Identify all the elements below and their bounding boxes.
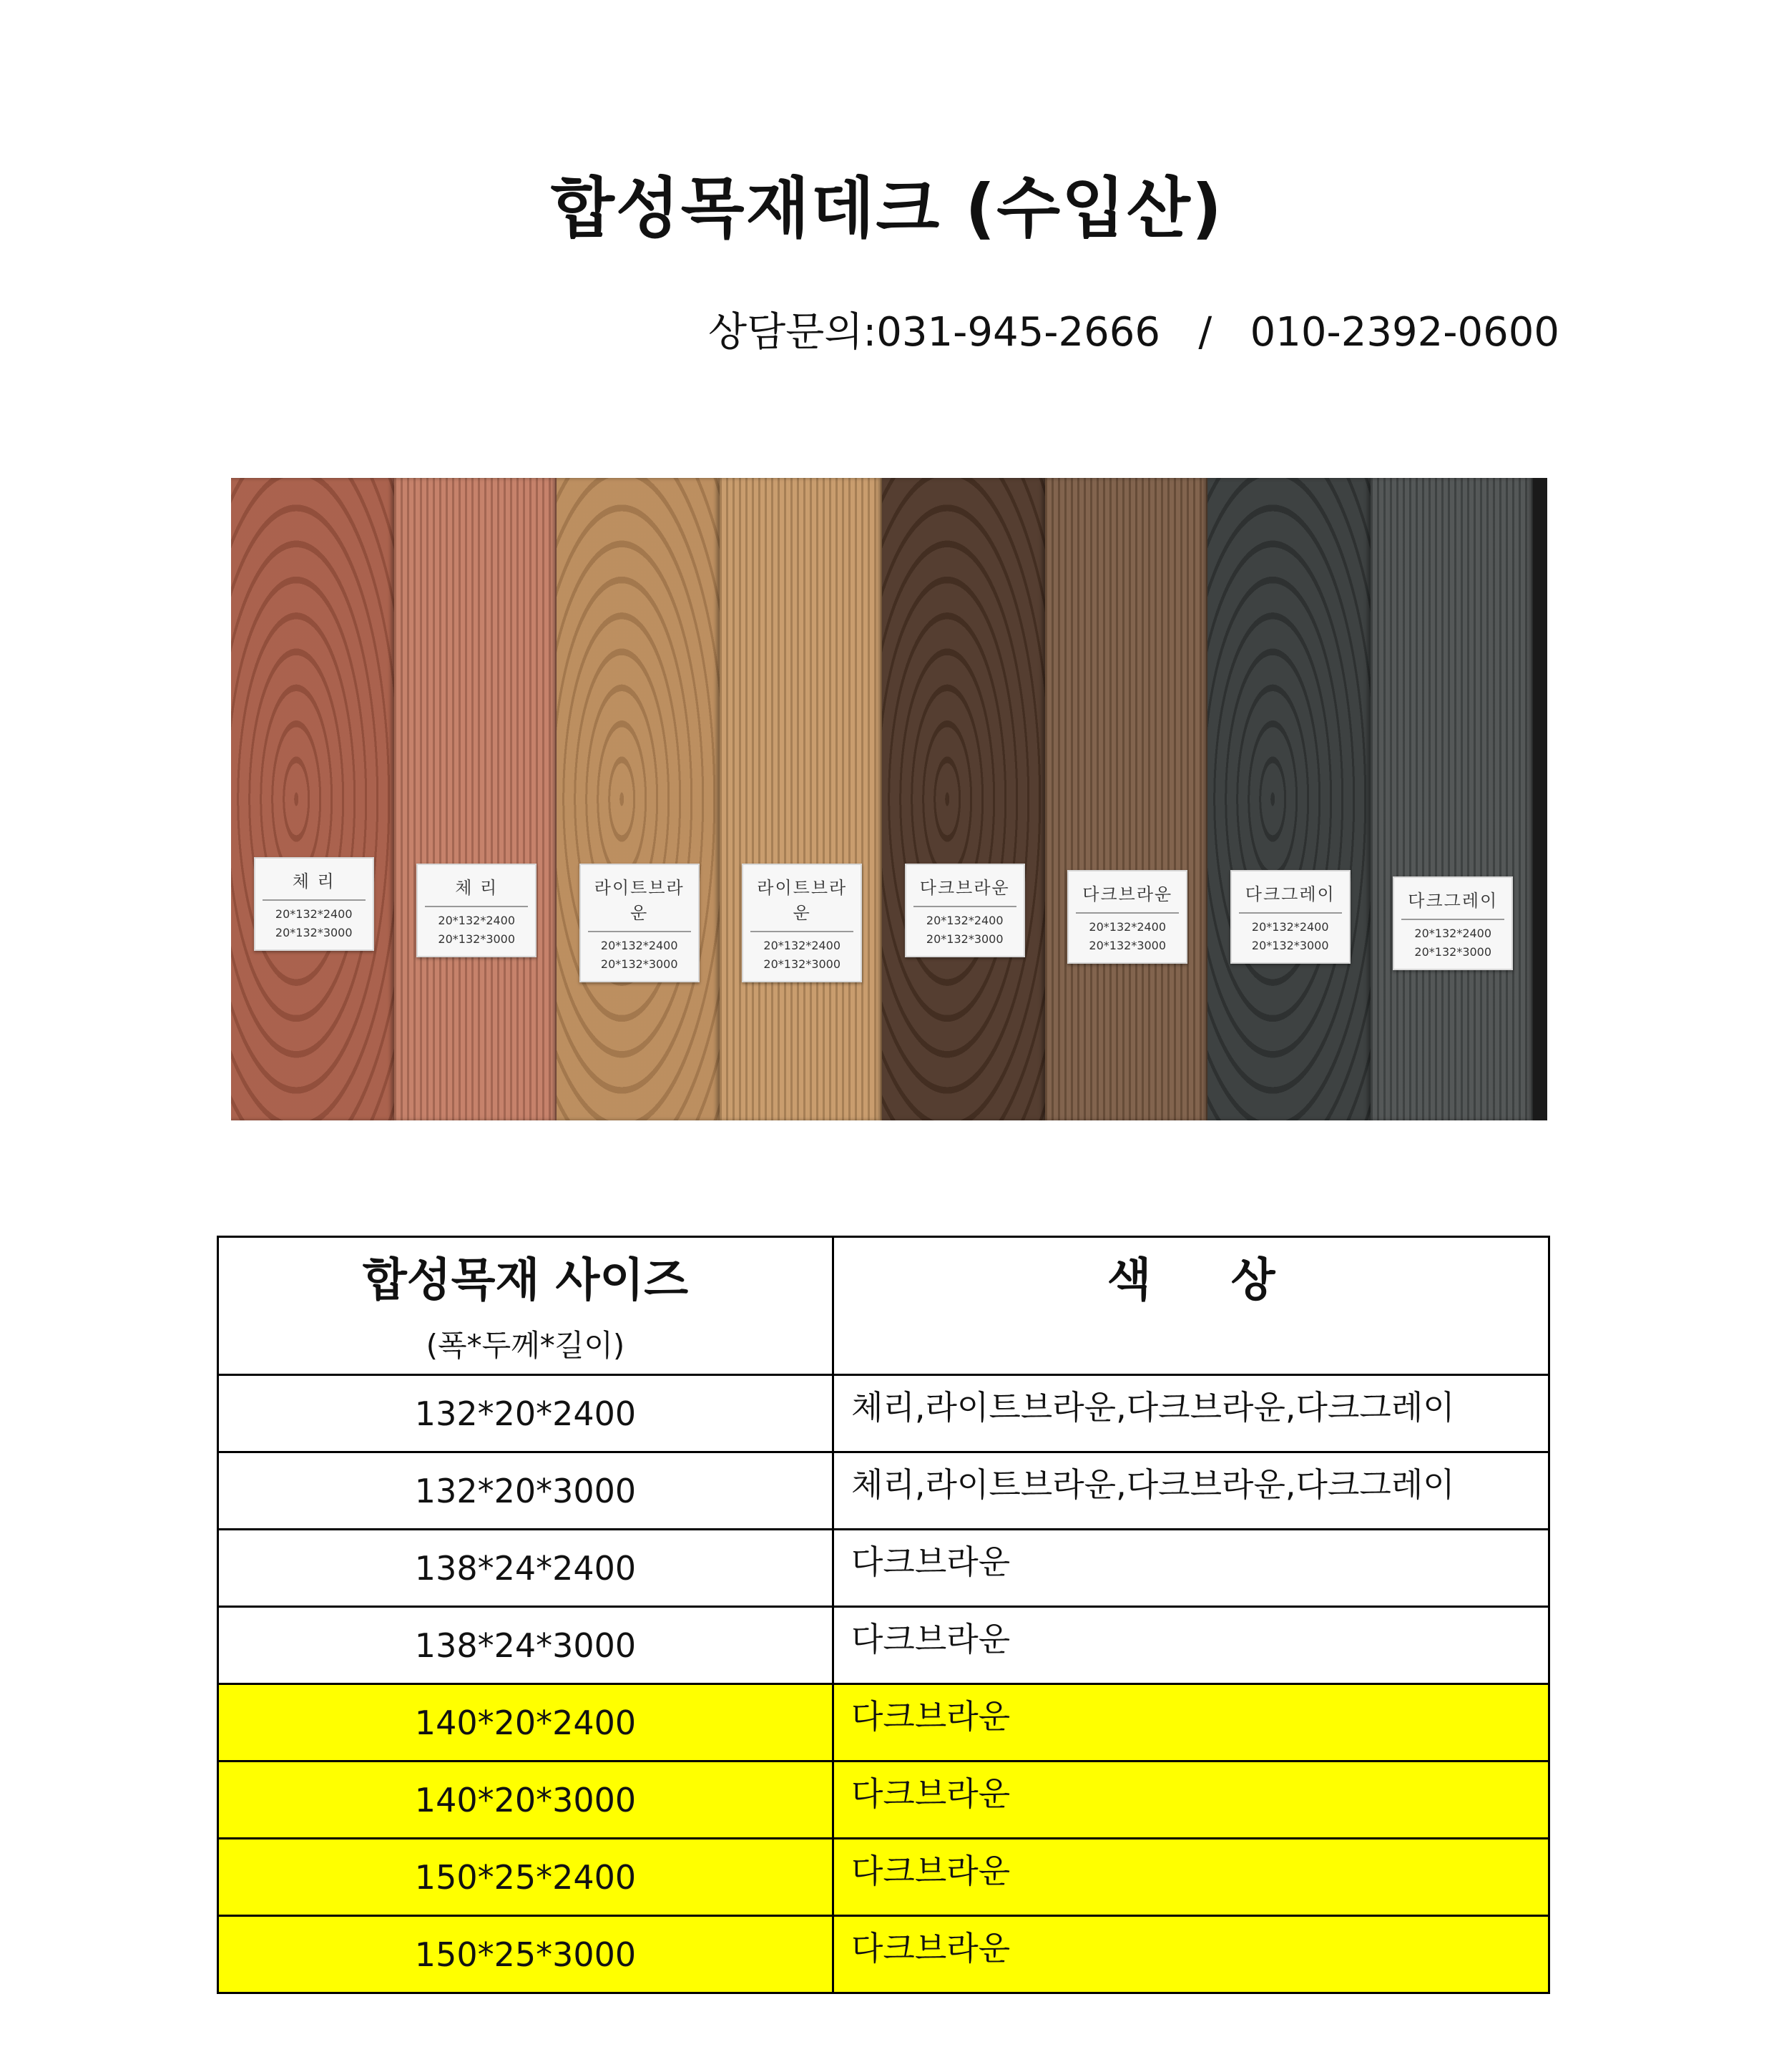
size-cell: 150*25*3000: [218, 1916, 833, 1993]
size-color-table: [217, 1236, 1550, 1994]
color-cell: 체리,라이트브라운,다크브라운,다크그레이: [833, 1375, 1549, 1452]
plank-label-tag: [579, 864, 700, 982]
contact-info: 상담문의:031-945-2666 / 010-2392-0600: [708, 309, 1559, 356]
size-header-title: 합성목재 사이즈: [362, 1254, 689, 1307]
color-cell: 다크브라운: [833, 1684, 1549, 1761]
plank-tag-size: 20*132*2400: [926, 913, 1004, 927]
table-row: [218, 1684, 1549, 1761]
table-row: [218, 1607, 1549, 1684]
plank-label-tag: [1230, 870, 1351, 964]
plank-tag-sizes: [418, 907, 535, 956]
plank-tag-name: 다크브라운: [913, 865, 1016, 907]
size-cell: 138*24*3000: [218, 1607, 833, 1684]
color-header-title: 색 상: [1107, 1254, 1275, 1307]
plank-label-tag: [416, 864, 536, 957]
plank-tag-size: 20*132*2400: [1414, 926, 1492, 940]
color-cell: 다크브라운: [833, 1839, 1549, 1916]
table-header-row: [218, 1237, 1549, 1375]
table-body: [218, 1375, 1549, 1993]
deck-plank-7: [1207, 478, 1371, 1120]
plank-tag-sizes: [743, 932, 861, 981]
plank-tag-size: 20*132*2400: [600, 938, 678, 952]
size-cell: 132*20*3000: [218, 1452, 833, 1530]
plank-tag-name: 체 리: [425, 865, 528, 907]
plank-label-tag: [742, 864, 862, 982]
plank-tag-size: 20*132*2400: [763, 938, 841, 952]
plank-label-tag: [1067, 870, 1187, 964]
plank-tag-size: 20*132*2400: [1251, 919, 1329, 934]
plank-tag-name: 다크그레이: [1239, 871, 1342, 914]
plank-tag-size: 20*132*3000: [438, 932, 516, 946]
plank-tag-size: 20*132*3000: [1251, 938, 1329, 952]
deck-plank-5: [882, 478, 1045, 1120]
plank-tag-name: 다크브라운: [1076, 871, 1179, 914]
size-cell: 140*20*2400: [218, 1684, 833, 1761]
plank-tag-name: 다크그레이: [1401, 878, 1504, 920]
table-row: [218, 1839, 1549, 1916]
plank-tag-size: 20*132*3000: [926, 932, 1004, 946]
plank-tag-size: 20*132*3000: [1414, 944, 1492, 959]
plank-tag-size: 20*132*3000: [275, 925, 353, 939]
size-header-cell: [218, 1237, 833, 1375]
table-row: [218, 1761, 1549, 1839]
plank-label-tag: [1393, 876, 1513, 970]
page-title: 합성목재데크 (수입산): [551, 170, 1223, 247]
color-cell: 다크브라운: [833, 1607, 1549, 1684]
color-cell: 다크브라운: [833, 1530, 1549, 1607]
plank-tag-size: 20*132*2400: [1089, 919, 1167, 934]
plank-tag-size: 20*132*2400: [275, 906, 353, 921]
plank-tag-size: 20*132*3000: [600, 957, 678, 971]
plank-tag-name: 체 리: [263, 859, 366, 901]
plank-tag-size: 20*132*3000: [1089, 938, 1167, 952]
deck-plank-4: [720, 478, 883, 1120]
size-cell: 150*25*2400: [218, 1839, 833, 1916]
plank-tag-sizes: [581, 932, 698, 981]
deck-plank-3: [557, 478, 720, 1120]
plank-tag-sizes: [255, 901, 373, 949]
size-cell: 140*20*3000: [218, 1761, 833, 1839]
table-row: [218, 1375, 1549, 1452]
size-header-subtitle: (폭*두께*길이): [426, 1328, 625, 1363]
deck-plank-6: [1045, 478, 1208, 1120]
size-cell: 132*20*2400: [218, 1375, 833, 1452]
plank-label-tag: [905, 864, 1025, 957]
plank-tag-sizes: [906, 907, 1024, 956]
plank-tag-size: 20*132*2400: [438, 913, 516, 927]
table-row: [218, 1530, 1549, 1607]
plank-tag-name: 라이트브라운: [750, 865, 853, 932]
plank-tag-sizes: [1394, 920, 1511, 969]
table-row: [218, 1452, 1549, 1530]
table-row: [218, 1916, 1549, 1993]
color-cell: 다크브라운: [833, 1761, 1549, 1839]
size-cell: 138*24*2400: [218, 1530, 833, 1607]
deck-plank-2: [394, 478, 557, 1120]
color-cell: 다크브라운: [833, 1916, 1549, 1993]
deck-sample-photo: [231, 478, 1547, 1120]
color-cell: 체리,라이트브라운,다크브라운,다크그레이: [833, 1452, 1549, 1530]
plank-tag-sizes: [1069, 914, 1186, 962]
deck-plank-8: [1371, 478, 1534, 1120]
plank-tag-name: 라이트브라운: [588, 865, 691, 932]
deck-plank-1: [231, 478, 394, 1120]
plank-tag-sizes: [1232, 914, 1349, 962]
plank-label-tag: [254, 857, 374, 951]
plank-tag-size: 20*132*3000: [763, 957, 841, 971]
color-header-cell: [833, 1237, 1549, 1375]
